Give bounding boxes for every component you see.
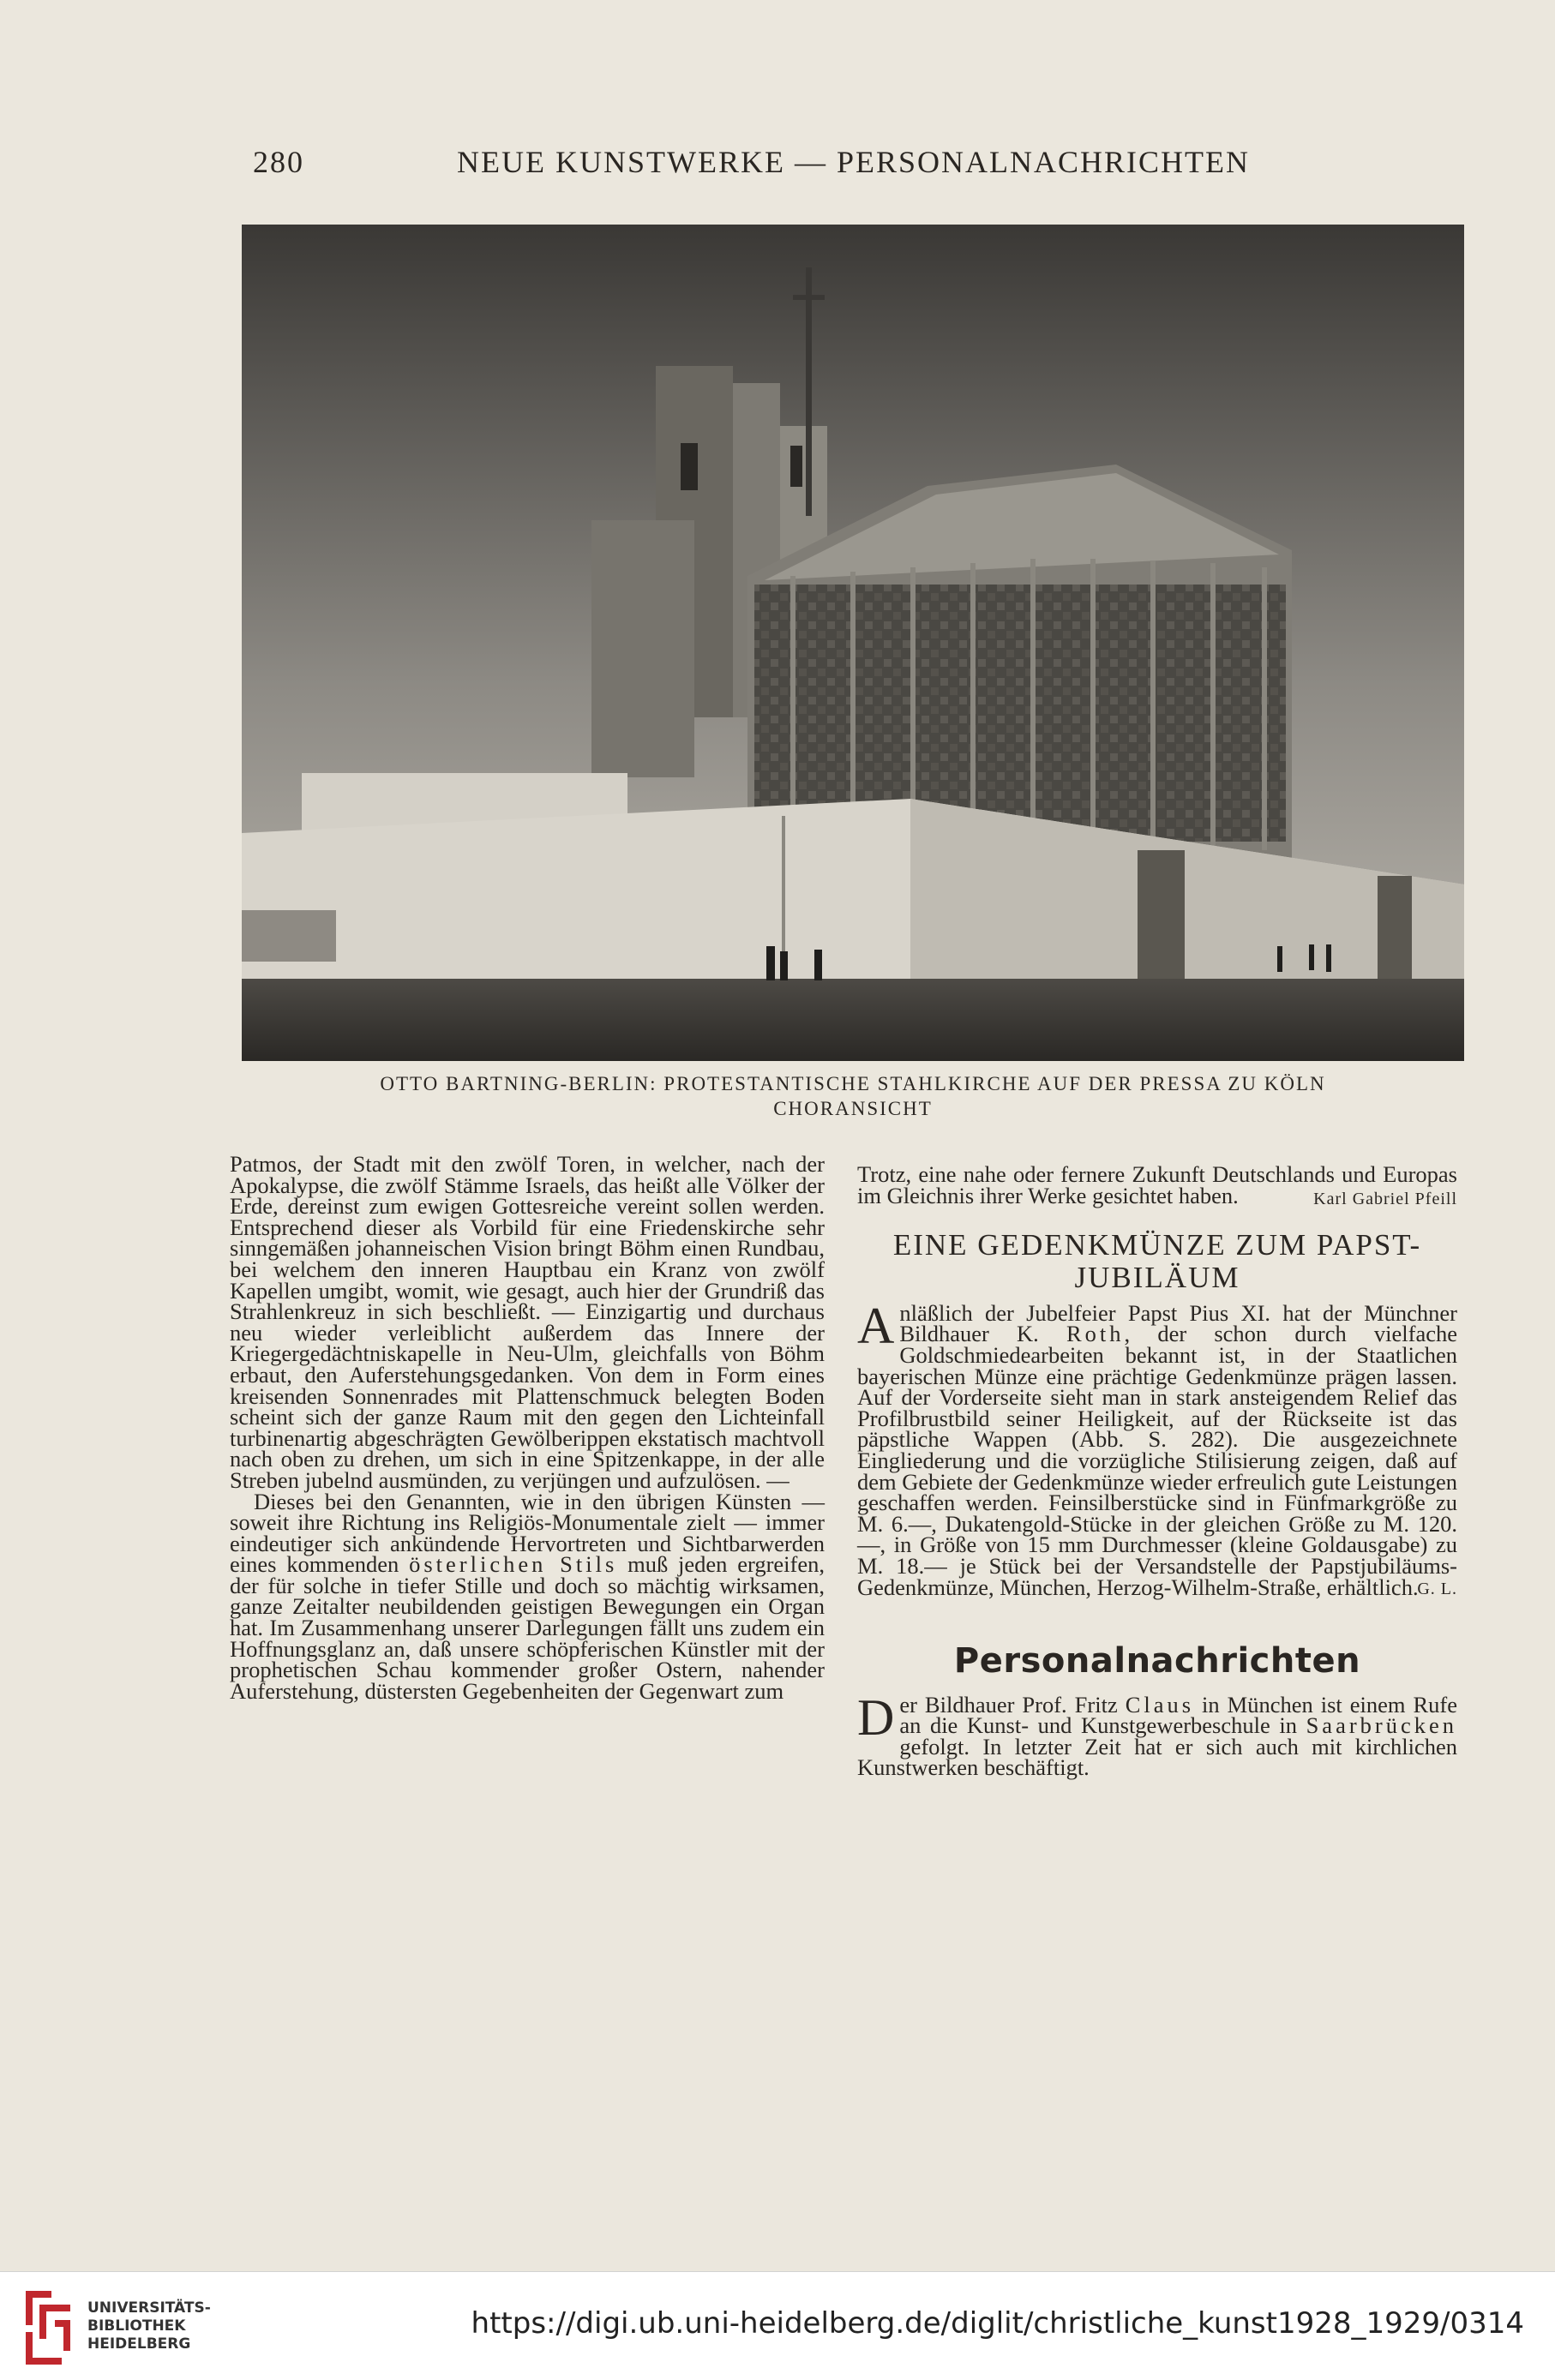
paragraph-text: in München ist einem Rufe an die Kunst- und Kunstgewerbeschule in xyxy=(899,1691,1457,1739)
page-number: 280 xyxy=(253,145,304,179)
article-initials: G. L. xyxy=(1417,1580,1457,1599)
emphasized-text: Saarbrücken xyxy=(1306,1712,1457,1739)
author-signature: Karl Gabriel Pfeill xyxy=(1313,1190,1457,1209)
personal-paragraph xyxy=(857,1688,1457,1781)
library-logo-icon[interactable] xyxy=(17,2286,79,2365)
paragraph-text: gefolgt. In letzter Zeit hat er sich auch mit kirchlichen Kunstwerken beschäftigt. xyxy=(857,1733,1457,1781)
paragraph-text: nläßlich der Jubelfeier Papst Pius XI. hat der Münchner Bildhauer K. xyxy=(899,1299,1457,1347)
emphasized-text: österlichen Stils xyxy=(409,1551,618,1578)
article-paragraph xyxy=(857,1297,1457,1600)
section-title: Personalnachrichten xyxy=(953,1640,1361,1681)
viewer-footer xyxy=(0,2271,1555,2380)
caption-line-2: CHORANSICHT xyxy=(773,1098,933,1119)
paragraph: Trotz, eine nahe oder fernere Zukunft Deutschlands und Europas im Gleichnis ihrer Werke gesichtet haben. xyxy=(857,1161,1457,1208)
church-image xyxy=(242,225,1464,1061)
paragraph-text: , der schon durch vielfache Goldschmiedearbeiten bekannt ist, in der Staatlichen bayerischen Münze eine prächtige Gedenkmünze prägen lassen. Auf der Vorderseite sieht man in stark ansteigendem Relief das Profilbrustbild seiner Heiligkeit, auf der Rückseite ist das päpstliche Wappen (Abb. S. 282). Die ausgezeichnete Eingliederung und die vorzügliche Stilisierung zeigen, daß auf dem Gebiete der Gedenkmünze wieder erfreulich gute Leistungen geschaffen werden. Feinsilberstücke sind in Fünfmarkgröße zu M. 6.—, Dukatengold-Stücke in der gleichen Größe zu M. 120.—, in Größe von 15 mm Durchmesser (kleine Goldausgabe) zu M. 18.— je Stück bei der Versandstelle der Papstjubiläums-Gedenkmünze, München, Herzog-Wilhelm-Straße, erhältlich. xyxy=(857,1321,1457,1600)
paragraph-text: muß jeden ergreifen, der für solche in tiefer Stille und doch so mächtig wirksamen, ganze Zeitalter neubildenden geistigen Bewegungen ein Organ hat. Im Zusammenhang unserer Darlegungen fällt uns zudem ein Hoffnungsglanz an, daß unsere schöpferischen Künstler mit der prophetischen Schau kommender großer Ostern, nahender Auferstehung, düstersten Gegebenheiten der Gegenwart zum xyxy=(230,1551,825,1704)
logo-line: HEIDELBERG xyxy=(87,2335,191,2353)
article-title: EINE GEDENKMÜNZE ZUM PAPST-JUBILÄUM xyxy=(892,1227,1422,1294)
paragraph-text: er Bildhauer Prof. Fritz xyxy=(899,1691,1126,1718)
library-logo-text[interactable] xyxy=(87,2299,211,2353)
figure-caption xyxy=(242,1071,1464,1121)
running-title: NEUE KUNSTWERKE — PERSONALNACHRICHTEN xyxy=(457,145,1250,179)
church-photograph xyxy=(242,225,1464,1061)
emphasized-text: Roth xyxy=(1066,1321,1125,1347)
right-column xyxy=(857,1161,1457,1781)
paragraph: Patmos, der Stadt mit den zwölf Toren, in welcher, nach der Apokalypse, die zwölf Stämme Israels, das heißt alle Völker der Erde, dereinst zum ewigen Gottesreiche vereint sollen werden. Entsprechend dieser als Vorbild für eine Friedenskirche sehr sinngemäßen johanneischen Vision bringt Böhm einen Rundbau, bei welchem den inneren Hauptbau ein Kranz von zwölf Kapellen umgibt, womit, wie gesagt, auch hier der Grundriß das Strahlenkreuz in sich beschließt. — Einzigartig und durchaus neu wieder verleiblicht außerdem das Innere der Kriegergedächtniskapelle in Neu-Ulm, gleichfalls von Böhm erbaut, den Auferstehungsgedanken. Von dem in Form eines kreisenden Sonnenrades mit Plattenschmuck belegten Boden scheint sich der ganze Raum mit den gegen den Lichteinfall turbinenartig abgeschrägten Gewölberippen ekstatisch machtvoll nach oben zu drehen, um sich in eine Spitzenkappe, in der alle Streben jubelnd ausmünden, zu verjüngen und aufzulösen. — xyxy=(230,1151,825,1493)
drop-cap: A xyxy=(857,1297,895,1354)
paragraph xyxy=(230,1488,825,1704)
left-column xyxy=(230,1151,825,1704)
drop-cap: D xyxy=(857,1688,895,1746)
paragraph-text: Dieses bei den Genannten, wie in den übrigen Künsten — soweit ihre Richtung ins Religiös-Monumentale zielt — immer eindeutiger sich ankündende Hervortreten und Sichtbarwerden eines kommenden xyxy=(230,1488,825,1578)
logo-line: UNIVERSITÄTS- xyxy=(87,2299,211,2317)
caption-line-1: OTTO BARTNING-BERLIN: PROTESTANTISCHE STAHLKIRCHE AUF DER PRESSA ZU KÖLN xyxy=(380,1073,1326,1094)
emphasized-text: Claus xyxy=(1125,1691,1195,1718)
logo-line: BIBLIOTHEK xyxy=(87,2317,186,2335)
permalink-url[interactable]: https://digi.ub.uni-heidelberg.de/diglit/christliche_kunst1928_1929/0314 xyxy=(471,2306,1524,2341)
